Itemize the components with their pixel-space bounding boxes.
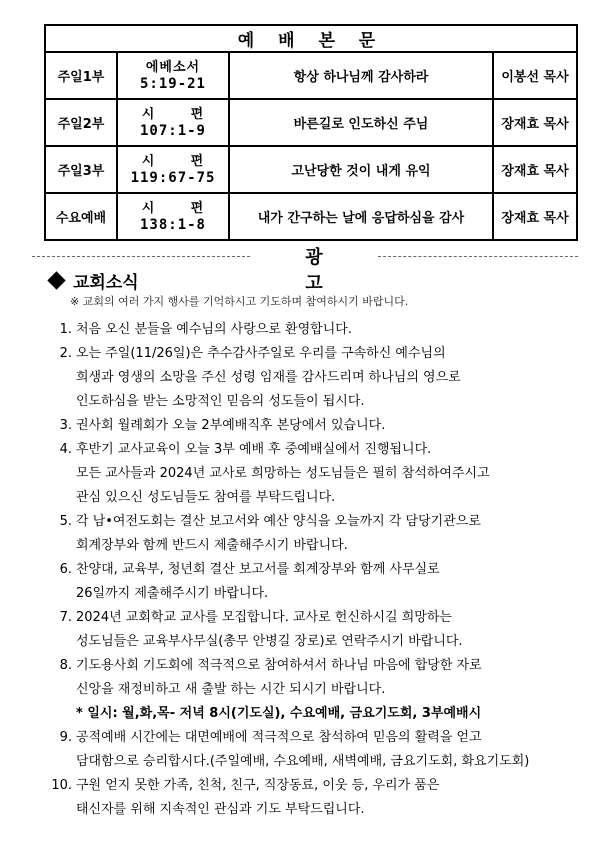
item-text xyxy=(76,774,580,822)
item-number: 2. xyxy=(59,346,72,361)
service-name: 주일3부 xyxy=(45,146,117,193)
item-line: 회계장부와 함께 반드시 제출해주시기 바랍니다. xyxy=(76,538,348,553)
announcement-item xyxy=(40,654,580,702)
item-text xyxy=(76,414,580,438)
item-number: 3. xyxy=(59,418,72,433)
item-line: 구원 얻지 못한 가족, 친척, 친구, 직장동료, 이웃 등, 우리가 품은 xyxy=(76,778,440,793)
worship-table-title: 예 배 본 문 xyxy=(45,25,577,52)
item-text xyxy=(76,558,580,606)
announcement-item xyxy=(40,558,580,606)
announcement-item xyxy=(40,318,580,342)
item-line: 모든 교사들과 2024년 교사로 희망하는 성도님들은 필히 참석하여주시고 xyxy=(76,466,490,481)
divider xyxy=(378,256,578,257)
sermon-title: 고난당한 것이 내게 유익 xyxy=(229,146,493,193)
preacher: 이봉선 목사 xyxy=(493,52,577,99)
divider xyxy=(32,256,250,257)
ads-title: 광 고 xyxy=(305,247,349,294)
preacher: 장재효 목사 xyxy=(493,99,577,146)
item-line: 2024년 교회학교 교사를 모집합니다. 교사로 헌신하시길 희망하는 xyxy=(76,610,452,625)
item-line: 권사회 월례회가 오늘 2부예배직후 본당에서 있습니다. xyxy=(76,418,386,433)
item-number: 5. xyxy=(59,514,72,529)
item-number: 10. xyxy=(51,778,72,793)
item-number: 6. xyxy=(59,562,72,577)
diamond-icon xyxy=(47,271,65,289)
item-text xyxy=(76,318,580,342)
service-name: 수요예배 xyxy=(45,193,117,240)
item-line: 기도용사회 기도회에 적극적으로 참여하셔서 하나님 마음에 합당한 자로 xyxy=(76,658,482,673)
item-text xyxy=(76,654,580,702)
sermon-title: 항상 하나님께 감사하라 xyxy=(229,52,493,99)
worship-row xyxy=(45,193,577,240)
item-line: 담대함으로 승리합시다.(주일예배, 수요예배, 새벽예배, 금요기도회, 화요기도회) xyxy=(76,754,530,769)
item-line: 각 남•여전도회는 결산 보고서와 예산 양식을 오늘까지 각 담당기관으로 xyxy=(76,514,481,529)
announcement-item xyxy=(40,774,580,822)
item-line: 오는 주일(11/26일)은 추수감사주일로 우리를 구속하신 예수님의 xyxy=(76,346,446,361)
sermon-title: 바른길로 인도하신 주님 xyxy=(229,99,493,146)
section-heading xyxy=(46,268,139,293)
announcement-list xyxy=(40,318,580,822)
announcement-item xyxy=(40,606,580,654)
announcement-item xyxy=(40,342,580,414)
item-number: 8. xyxy=(59,658,72,673)
item-line: 처음 오신 분들을 예수님의 사랑으로 환영합니다. xyxy=(76,322,352,337)
schedule-note: * 일시: 월,화,목- 저녁 8시(기도실), 수요예배, 금요기도회, 3부예배시 xyxy=(76,706,482,721)
worship-row xyxy=(45,146,577,193)
scripture: 시 편 138:1-8 xyxy=(117,193,229,240)
item-line: 태신자를 위해 지속적인 관심과 기도 부탁드립니다. xyxy=(76,802,365,817)
item-line: 성도님들은 교육부사무실(총무 안병길 장로)로 연락주시기 바랍니다. xyxy=(76,634,463,649)
item-line: 공적예배 시간에는 대면예배에 적극적으로 참석하여 믿음의 활력을 얻고 xyxy=(76,730,482,745)
item-line: 희생과 영생의 소망을 주신 성령 임재를 감사드리며 하나님의 영으로 xyxy=(76,370,461,385)
worship-table xyxy=(44,24,578,241)
section-title: 교회소식 xyxy=(73,273,139,293)
worship-row xyxy=(45,99,577,146)
item-line: 후반기 교사교육이 오늘 3부 예배 후 중예배실에서 진행됩니다. xyxy=(76,442,432,457)
announcement-item xyxy=(40,438,580,510)
item-text xyxy=(76,606,580,654)
item-number: 9. xyxy=(59,730,72,745)
service-name: 주일2부 xyxy=(45,99,117,146)
item-line: 26일까지 제출해주시기 바랍니다. xyxy=(76,586,269,601)
item-text xyxy=(76,438,580,510)
service-name: 주일1부 xyxy=(45,52,117,99)
announcement-item xyxy=(40,414,580,438)
item-line: 신앙을 재정비하고 새 출발 하는 시간 되시기 바랍니다. xyxy=(76,682,386,697)
worship-row xyxy=(45,52,577,99)
sermon-title: 내가 간구하는 날에 응답하심을 감사 xyxy=(229,193,493,240)
item-number: 1. xyxy=(59,322,72,337)
preacher: 장재효 목사 xyxy=(493,146,577,193)
item-line: 관심 있으신 성도님들도 참여를 부탁드립니다. xyxy=(76,490,336,505)
scripture: 시 편 107:1-9 xyxy=(117,99,229,146)
item-number: 4. xyxy=(59,442,72,457)
item-text xyxy=(76,510,580,558)
item-text xyxy=(76,726,580,774)
scripture: 에베소서 5:19-21 xyxy=(117,52,229,99)
item-number: 7. xyxy=(59,610,72,625)
preacher: 장재효 목사 xyxy=(493,193,577,240)
item-text xyxy=(76,342,580,414)
section-note: ※ 교회의 여러 가지 행사를 기억하시고 기도하며 참여하시기 바랍니다. xyxy=(70,295,409,308)
announcement-item xyxy=(40,726,580,774)
scripture: 시 편 119:67-75 xyxy=(117,146,229,193)
item-line: 인도하심을 받는 소망적인 믿음의 성도들이 됩시다. xyxy=(76,394,365,409)
item-line: 찬양대, 교육부, 청년회 결산 보고서를 회계장부와 함께 사무실로 xyxy=(76,562,440,577)
announcement-item xyxy=(40,510,580,558)
